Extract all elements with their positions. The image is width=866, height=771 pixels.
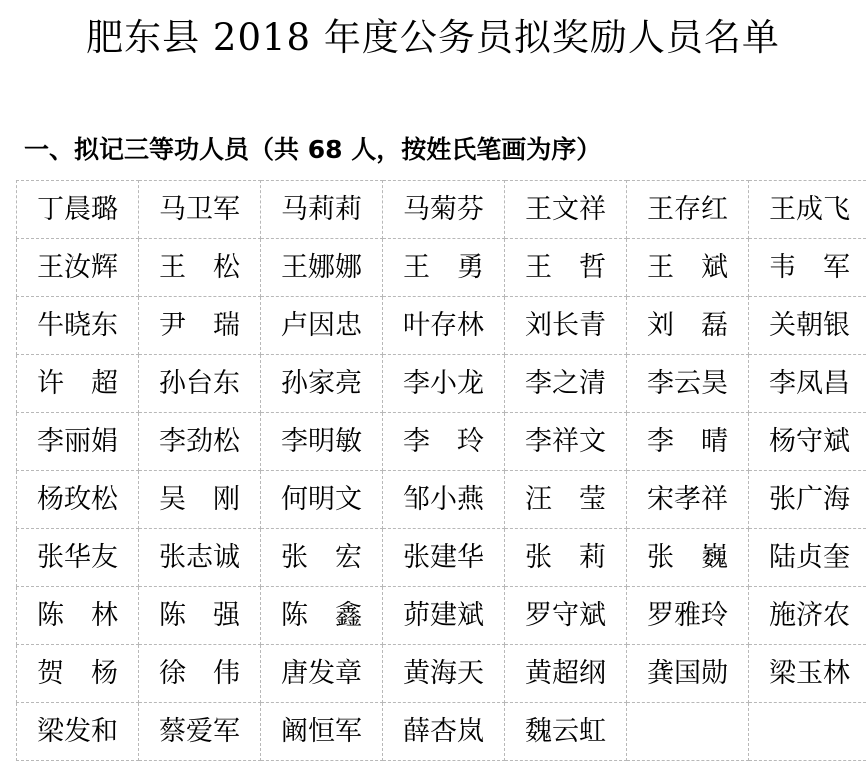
name-cell: 黄海天 [383,645,505,703]
name-cell: 陈 强 [139,587,261,645]
table-row [17,703,866,761]
name-cell: 张广海 [749,471,866,529]
name-cell: 王成飞 [749,181,866,239]
name-cell: 陈 林 [17,587,139,645]
name-cell: 李明敏 [261,413,383,471]
name-cell: 罗雅玲 [627,587,749,645]
name-cell: 梁玉林 [749,645,866,703]
name-cell: 孙台东 [139,355,261,413]
name-cell: 罗守斌 [505,587,627,645]
name-cell: 马菊芬 [383,181,505,239]
name-cell: 张 巍 [627,529,749,587]
name-cell: 李 晴 [627,413,749,471]
empty-cell [749,703,866,761]
name-cell: 李丽娟 [17,413,139,471]
name-cell: 龚国勋 [627,645,749,703]
name-cell: 阚恒军 [261,703,383,761]
name-cell: 黄超纲 [505,645,627,703]
name-cell: 许 超 [17,355,139,413]
name-cell: 宋孝祥 [627,471,749,529]
name-cell: 丁晨璐 [17,181,139,239]
table-row [17,587,866,645]
table-row [17,297,866,355]
name-cell: 薛杏岚 [383,703,505,761]
name-cell: 关朝银 [749,297,866,355]
name-cell: 牛晓东 [17,297,139,355]
name-cell: 贺 杨 [17,645,139,703]
name-cell: 魏云虹 [505,703,627,761]
name-cell: 李 玲 [383,413,505,471]
name-cell: 王 哲 [505,239,627,297]
name-cell: 梁发和 [17,703,139,761]
name-cell: 李云昊 [627,355,749,413]
name-cell: 张建华 [383,529,505,587]
table-row [17,355,866,413]
name-cell: 李劲松 [139,413,261,471]
name-cell: 孙家亮 [261,355,383,413]
table-row [17,529,866,587]
name-cell: 张 宏 [261,529,383,587]
name-cell: 王娜娜 [261,239,383,297]
name-cell: 何明文 [261,471,383,529]
name-cell: 马卫军 [139,181,261,239]
name-cell: 徐 伟 [139,645,261,703]
name-cell: 李之清 [505,355,627,413]
name-cell: 尹 瑞 [139,297,261,355]
name-cell: 吴 刚 [139,471,261,529]
name-cell: 王 斌 [627,239,749,297]
awardee-table-body [17,181,866,761]
name-cell: 陆贞奎 [749,529,866,587]
name-cell: 张华友 [17,529,139,587]
name-cell: 杨守斌 [749,413,866,471]
name-cell: 陈 鑫 [261,587,383,645]
page-title: 肥东县 2018 年度公务员拟奖励人员名单 [86,16,780,59]
name-cell: 张 莉 [505,529,627,587]
name-cell: 杨玫松 [17,471,139,529]
table-row [17,645,866,703]
name-cell: 施济农 [749,587,866,645]
table-row [17,413,866,471]
name-cell: 王文祥 [505,181,627,239]
awardee-table [16,180,866,761]
name-cell: 韦 军 [749,239,866,297]
name-cell: 刘长青 [505,297,627,355]
table-row [17,239,866,297]
name-cell: 茆建斌 [383,587,505,645]
table-row [17,471,866,529]
section-heading: 一、拟记三等功人员（共 68 人，按姓氏笔画为序） [24,135,602,164]
name-cell: 王 勇 [383,239,505,297]
name-cell: 王 松 [139,239,261,297]
name-cell: 蔡爱军 [139,703,261,761]
name-cell: 王存红 [627,181,749,239]
name-cell: 叶存林 [383,297,505,355]
name-cell: 王汝辉 [17,239,139,297]
name-cell: 李小龙 [383,355,505,413]
name-cell: 邹小燕 [383,471,505,529]
name-cell: 刘 磊 [627,297,749,355]
name-cell: 张志诚 [139,529,261,587]
name-cell: 李祥文 [505,413,627,471]
name-cell: 卢因忠 [261,297,383,355]
name-cell: 唐发章 [261,645,383,703]
name-cell: 马莉莉 [261,181,383,239]
empty-cell [627,703,749,761]
table-row [17,181,866,239]
name-cell: 李凤昌 [749,355,866,413]
name-cell: 汪 莹 [505,471,627,529]
